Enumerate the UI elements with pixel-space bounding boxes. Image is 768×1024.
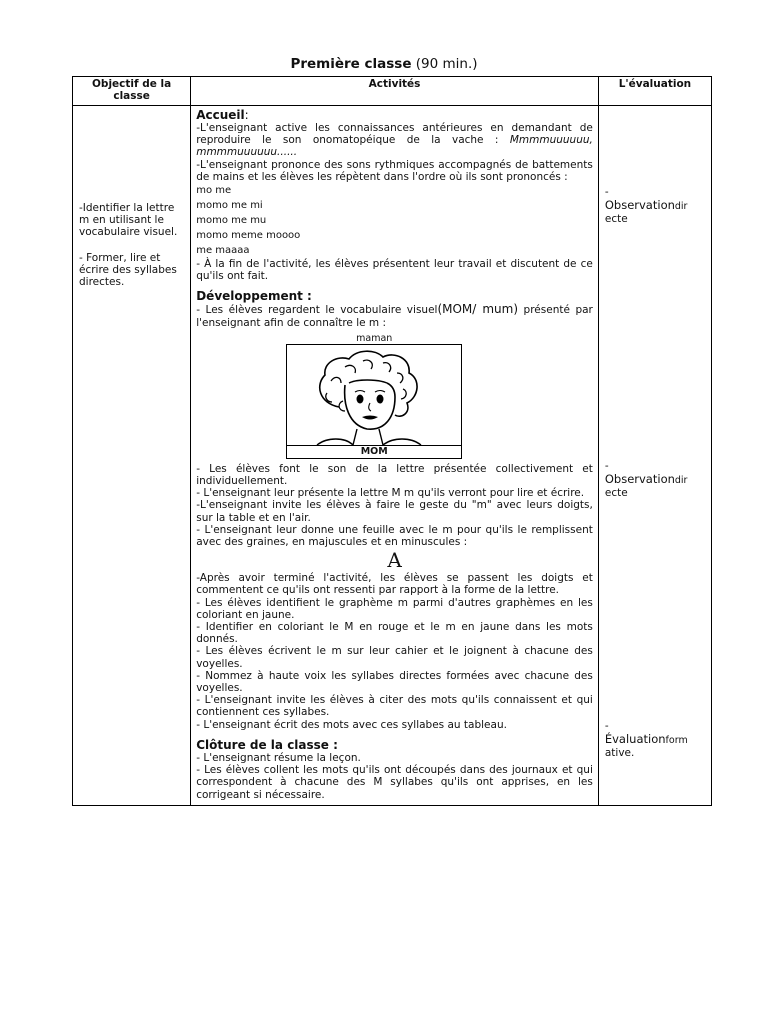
header-activities: Activités	[191, 77, 599, 106]
title-duration: (90 min.)	[411, 56, 478, 72]
evaluation-3-main: Évaluation	[604, 731, 666, 746]
mother-face-drawing	[287, 345, 461, 445]
header-row	[73, 77, 712, 106]
accueil-p1	[196, 122, 593, 159]
evaluation-1-dash: -	[604, 186, 609, 198]
evaluation-2-main: Observation	[604, 471, 675, 486]
header-evaluation: L'évaluation	[598, 77, 711, 106]
objective-2: - Former, lire et écrire des syllabes directes.	[79, 251, 177, 289]
dev-item-b2: - Les élèves identifient le graphème m parmi d'autres graphèmes en les coloriant en jaune.	[196, 596, 593, 621]
dev-item-a1: - Les élèves font le son de la lettre présentée collectivement et individuellement.	[196, 462, 593, 488]
lesson-table	[72, 76, 712, 806]
dev-item-a2: - L'enseignant leur présente la lettre M m qu'ils verront pour lire et écrire.	[196, 487, 585, 500]
evaluation-3-tail: ative.	[604, 747, 635, 759]
accueil-p3: - À la fin de l'activité, les élèves présentent leur travail et discutent de ce qu'ils ont fait.	[196, 258, 593, 283]
activities-cell	[191, 106, 599, 806]
accueil-p2: -L'enseignant prononce des sons rythmiques accompagnés de battements de mains et les élèves les répètent dans l'ordre où ils sont prononcés :	[196, 158, 593, 183]
objectives-cell	[73, 106, 191, 806]
syllable-3: momo me mu	[196, 215, 267, 227]
letter-glyph: A	[387, 548, 402, 573]
section-developpement: Développement :	[196, 289, 312, 304]
evaluation-2-suffix: dir	[674, 474, 688, 486]
cloture-item-1: - L'enseignant résume la leçon.	[196, 751, 361, 764]
dev-item-b1: -Après avoir terminé l'activité, les élèves se passent les doigts et commentent ce qu'ils ont ressenti par rapport à la forme de la lettre.	[196, 572, 593, 597]
title-bold: Première classe	[290, 56, 412, 72]
dev-item-a4: - L'enseignant leur donne une feuille avec le m pour qu'ils le remplissent avec des graines, en majuscules et en minuscules :	[196, 523, 593, 549]
evaluation-2-tail: ecte	[604, 487, 628, 499]
evaluation-cell	[598, 106, 711, 806]
evaluation-1-tail: ecte	[604, 213, 628, 225]
section-cloture: Clôture de la classe :	[196, 737, 338, 752]
figure-caption: maman	[356, 332, 393, 344]
syllable-4: momo meme moooo	[196, 230, 301, 242]
maman-figure	[286, 333, 462, 459]
dev-item-b6: - L'enseignant invite les élèves à citer des mots qu'ils connaissent et qui contiennent ces syllabes.	[196, 694, 593, 719]
figure-label: MOM	[286, 446, 462, 459]
evaluation-2-dash: -	[604, 460, 609, 472]
evaluation-3	[605, 720, 688, 760]
syllable-5: me maaaa	[196, 245, 250, 257]
accueil-heading: Accueil	[196, 108, 245, 122]
evaluation-3-suffix: form	[665, 734, 688, 746]
accueil-p1-text: -L'enseignant active les connaissances antérieures en demandant de reproduire le son onomatopéique de la vache :	[196, 122, 593, 147]
section-accueil: Accueil:	[196, 108, 249, 122]
objective-1: -Identifier la lettre m en utilisant le vocabulaire visuel.	[79, 202, 178, 239]
dev-item-a3: -L'enseignant invite les élèves à faire le geste du "m" avec leurs doigts, sur la table et en l'air.	[196, 499, 593, 524]
header-objective: Objectif de la classe	[73, 77, 191, 106]
developpement-intro-end: présenté par l'enseignant afin de connaître le m :	[196, 304, 593, 329]
page-title	[0, 56, 768, 72]
evaluation-2	[605, 460, 688, 500]
syllable-2: momo me mi	[196, 200, 263, 212]
dev-item-b5: - Nommez à haute voix les syllabes directes formées avec chacune des voyelles.	[196, 669, 593, 695]
developpement-intro-text: - Les élèves regardent le vocabulaire visuel	[196, 304, 438, 317]
dev-item-b7: - L'enseignant écrit des mots avec ces syllabes au tableau.	[196, 718, 507, 731]
evaluation-1-suffix: dir	[674, 200, 688, 212]
evaluation-1	[605, 186, 688, 226]
accueil-p1-italic: Mmmmuuuuuu, mmmmuuuuuu......	[196, 134, 593, 159]
syllable-1: mo me	[196, 185, 232, 197]
developpement-intro-big: (MOM/ mum)	[437, 302, 519, 317]
evaluation-1-main: Observation	[604, 197, 675, 212]
developpement-intro	[196, 303, 593, 328]
dev-item-b3: - Identifier en coloriant le M en rouge et le m en jaune dans les mots donnés.	[196, 621, 593, 646]
dev-item-b4: - Les élèves écrivent le m sur leur cahier et le joignent à chacune des voyelles.	[196, 645, 593, 670]
figure-frame	[286, 344, 462, 446]
content-row	[73, 106, 712, 806]
cloture-item-2: - Les élèves collent les mots qu'ils ont découpés dans des journaux et qui correspondent à chacune des M syllabes qu'ils ont apprises, en les corrigeant si nécessaire.	[196, 764, 593, 801]
evaluation-3-dash: -	[604, 720, 609, 732]
